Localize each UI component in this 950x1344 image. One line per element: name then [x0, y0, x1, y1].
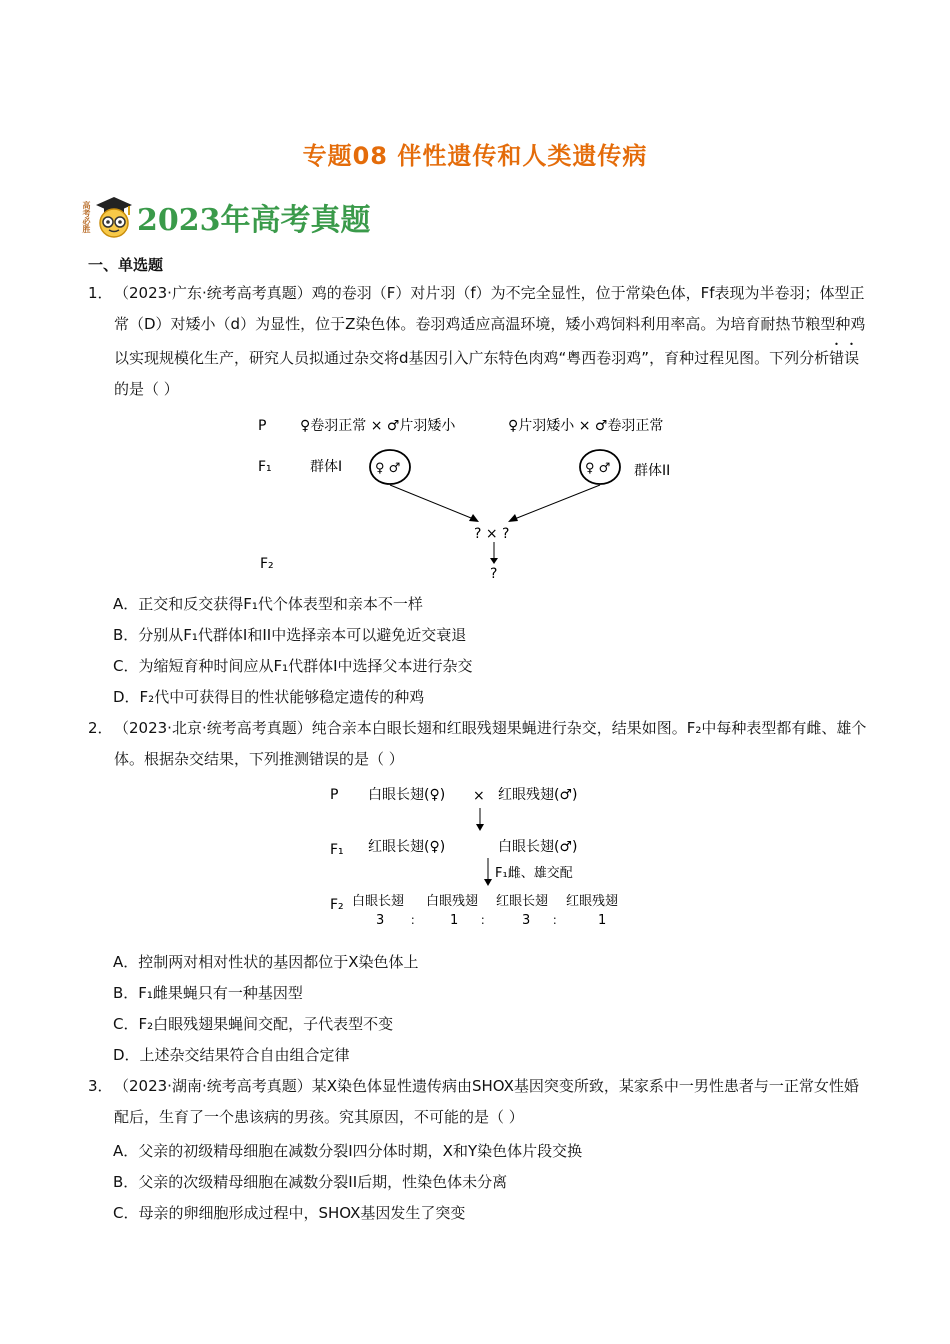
f2-phenotype-1: 白眼长翅 [352, 894, 405, 909]
q1-option-d: D．F₂代中可获得目的性状能够稳定遗传的种鸡 [113, 688, 425, 706]
q1-option-b: B．分别从F₁代群体I和II中选择亲本可以避免近交衰退 [113, 626, 467, 644]
banner-title: 2023年高考真题 [137, 203, 371, 238]
f2-result: ? [490, 566, 498, 582]
question-2 [88, 713, 868, 775]
page-title: 专题08 伴性遗传和人类遗传病 [302, 142, 648, 170]
group-1-sexes: ♀ ♂ [375, 461, 401, 476]
parent-1: 白眼长翅(♀) [368, 787, 446, 803]
question-text: （2023·湖南·统考高考真题）某X染色体显性遗传病由SHOX基因突变所致，某家系中一男性患者与一正常女性婚配后，生育了一个患该病的男孩。究其原因，不可能的是（ ） [114, 1077, 859, 1126]
label-f1: F₁ [258, 459, 272, 475]
q3-option-c: C．母亲的卵细胞形成过程中，SHOX基因发生了突变 [113, 1204, 466, 1222]
section-heading: 一、单选题 [88, 256, 164, 274]
q3-option-a: A．父亲的初级精母细胞在减数分裂I四分体时期，X和Y染色体片段交换 [113, 1142, 583, 1160]
f2-cross: ? × ? [474, 526, 510, 542]
q1-option-a: A．正交和反交获得F₁代个体表型和亲本不一样 [113, 595, 423, 613]
mating-label: F₁雌、雄交配 [495, 866, 573, 881]
group-2: 群体II [634, 463, 671, 479]
f1-female: 红眼长翅(♀) [368, 839, 446, 855]
banner-badge: 高考必胜 [82, 201, 91, 233]
emphasis-text: 错误 [829, 349, 860, 367]
cross-1: ♀卷羽正常 × ♂片羽矮小 [300, 418, 456, 434]
ratio-1: 3 [376, 913, 385, 928]
ratio-4: 1 [598, 913, 607, 928]
label-f2: F₂ [260, 556, 274, 572]
question-number: 1． [88, 284, 113, 302]
label-p: P [330, 787, 339, 803]
question-3 [88, 1071, 868, 1133]
ratio-sep-2: ： [480, 913, 493, 927]
cross-symbol: × [473, 788, 485, 804]
question-1 [88, 278, 868, 405]
fruitfly-cross-diagram [320, 778, 640, 930]
chicken-breeding-diagram [250, 408, 710, 583]
question-text: （2023·北京·统考高考真题）纯合亲本白眼长翅和红眼残翅果蝇进行杂交，结果如图。F₂中每种表型都有雌、雄个体。根据杂交结果，下列推测错误的是（ ） [114, 719, 867, 768]
label-f1: F₁ [330, 842, 344, 858]
graduate-emoji-icon [95, 195, 133, 239]
section-banner [82, 192, 371, 242]
label-p: P [258, 418, 267, 434]
q2-option-c: C．F₂白眼残翅果蝇间交配，子代表型不变 [113, 1015, 394, 1033]
ratio-sep-1: ： [410, 913, 423, 927]
question-number: 3． [88, 1077, 113, 1095]
q3-option-b: B．父亲的次级精母细胞在减数分裂II后期，性染色体未分离 [113, 1173, 508, 1191]
group-1: 群体I [310, 459, 343, 475]
question-text: （2023·广东·统考高考真题）鸡的卷羽（F）对片羽（f）为不完全显性，位于常染色体，Ff表现为半卷羽；体型正常（D）对矮小（d）为显性，位于Z染色体。卷羽鸡适应高温环境，矮小鸡饲料利用率高。为培育耐热节粮型种鸡以实现规模化生产，研究人员拟通过杂交将d基因引入广东特色肉鸡“粤西卷羽鸡”，育种过程见图。下列分析错误的是（ ） [114, 284, 866, 398]
f2-phenotype-4: 红眼残翅 [566, 894, 619, 909]
q1-option-c: C．为缩短育种时间应从F₁代群体I中选择父本进行杂交 [113, 657, 473, 675]
question-number: 2． [88, 719, 113, 737]
q2-option-d: D．上述杂交结果符合自由组合定律 [113, 1046, 350, 1064]
ratio-3: 3 [522, 913, 531, 928]
f2-phenotype-3: 红眼长翅 [496, 894, 549, 909]
f1-male: 白眼长翅(♂) [498, 839, 578, 855]
ratio-2: 1 [450, 913, 459, 928]
group-2-sexes: ♀ ♂ [585, 461, 611, 476]
q2-option-a: A．控制两对相对性状的基因都位于X染色体上 [113, 953, 419, 971]
label-f2: F₂ [330, 897, 344, 913]
parent-2: 红眼残翅(♂) [498, 787, 578, 803]
cross-2: ♀片羽矮小 × ♂卷羽正常 [508, 418, 664, 434]
f2-phenotype-2: 白眼残翅 [426, 894, 479, 909]
ratio-sep-3: ： [552, 913, 565, 927]
q2-option-b: B．F₁雌果蝇只有一种基因型 [113, 984, 303, 1002]
